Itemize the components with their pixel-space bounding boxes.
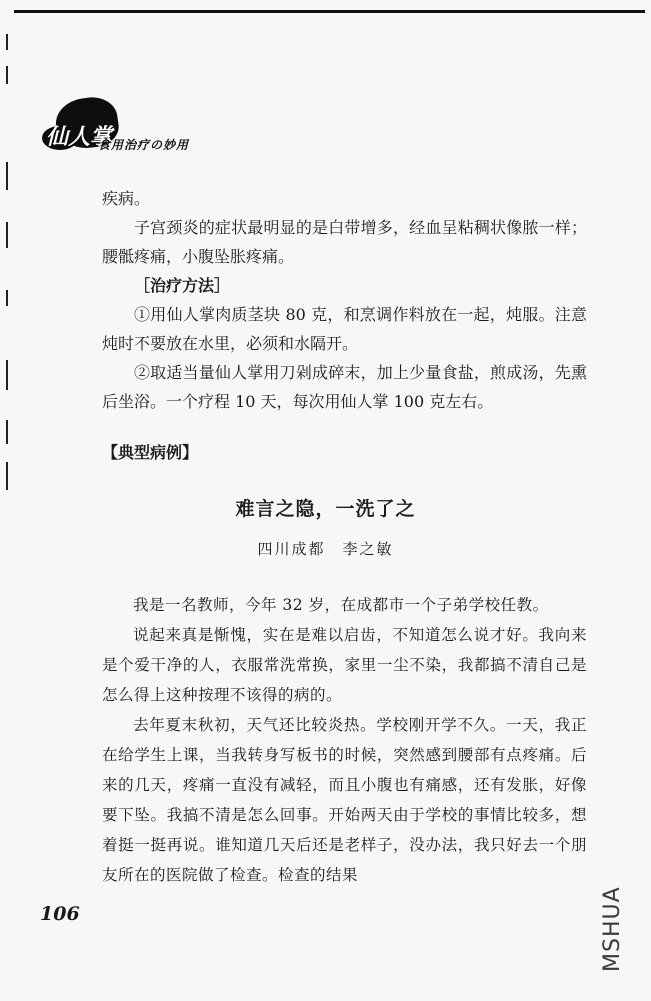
scan-edge-mark xyxy=(6,290,8,306)
article-title: 难言之隐，一洗了之 xyxy=(235,498,416,520)
paragraph: ②取适当量仙人掌用刀剁成碎末，加上少量食盐，煎成汤，先熏后坐浴。一个疗程 10 天，每次用仙人掌 100 克左右。 xyxy=(102,363,587,411)
article-byline: 四川成都 李之敏 xyxy=(257,540,394,558)
paragraph: 说起来真是惭愧，实在是难以启齿，不知道怎么说才好。我向来是个爱干净的人，衣服常洗常换，家里一尘不染，我都搞不清自己是怎么得上这种按理不该得的病的。 xyxy=(102,626,587,704)
paragraph: 我是一名教师，今年 32 岁，在成都市一个子弟学校任教。 xyxy=(133,596,549,614)
scan-edge-mark xyxy=(6,360,8,390)
paragraph: 子宫颈炎的症状最明显的是白带增多，经血呈粘稠状像脓一样；腰骶疼痛，小腹坠胀疼痛。 xyxy=(102,218,587,266)
scan-edge-mark xyxy=(6,34,8,50)
body-text xyxy=(102,184,587,416)
top-rule xyxy=(14,10,645,13)
watermark: MSHUA xyxy=(600,886,625,972)
scan-edge-mark xyxy=(6,420,8,444)
treatment-heading: ［治疗方法］ xyxy=(134,276,231,295)
scan-edge-mark xyxy=(6,162,8,190)
paragraph: ①用仙人掌肉质茎块 80 克，和烹调作料放在一起，炖服。注意炖时不要放在水里，必须和水隔开。 xyxy=(102,305,587,353)
case-heading: 【典型病例】 xyxy=(102,443,199,462)
article-body xyxy=(102,590,587,890)
paragraph: 疾病。 xyxy=(102,189,151,208)
logo-subtitle: 食用治疗の妙用 xyxy=(98,138,190,152)
page-number: 106 xyxy=(40,903,80,925)
scan-edge-mark xyxy=(6,462,8,490)
scan-edge-mark xyxy=(6,222,8,248)
scan-edge-mark xyxy=(6,66,8,84)
paragraph: 去年夏末秋初，天气还比较炎热。学校刚开学不久。一天，我正在给学生上课，当我转身写板书的时候，突然感到腰部有点疼痛。后来的几天，疼痛一直没有减轻，而且小腹也有痛感，还有发胀，好像要下坠。我搞不清是怎么回事。开始两天由于学校的事情比较多，想着挺一挺再说。谁知道几天后还是老样子，没办法，我只好去一个朋友所在的医院做了检查。检查的结果 xyxy=(102,716,587,884)
running-header-logo xyxy=(36,96,236,160)
logo-title: 仙人掌 xyxy=(46,124,113,150)
